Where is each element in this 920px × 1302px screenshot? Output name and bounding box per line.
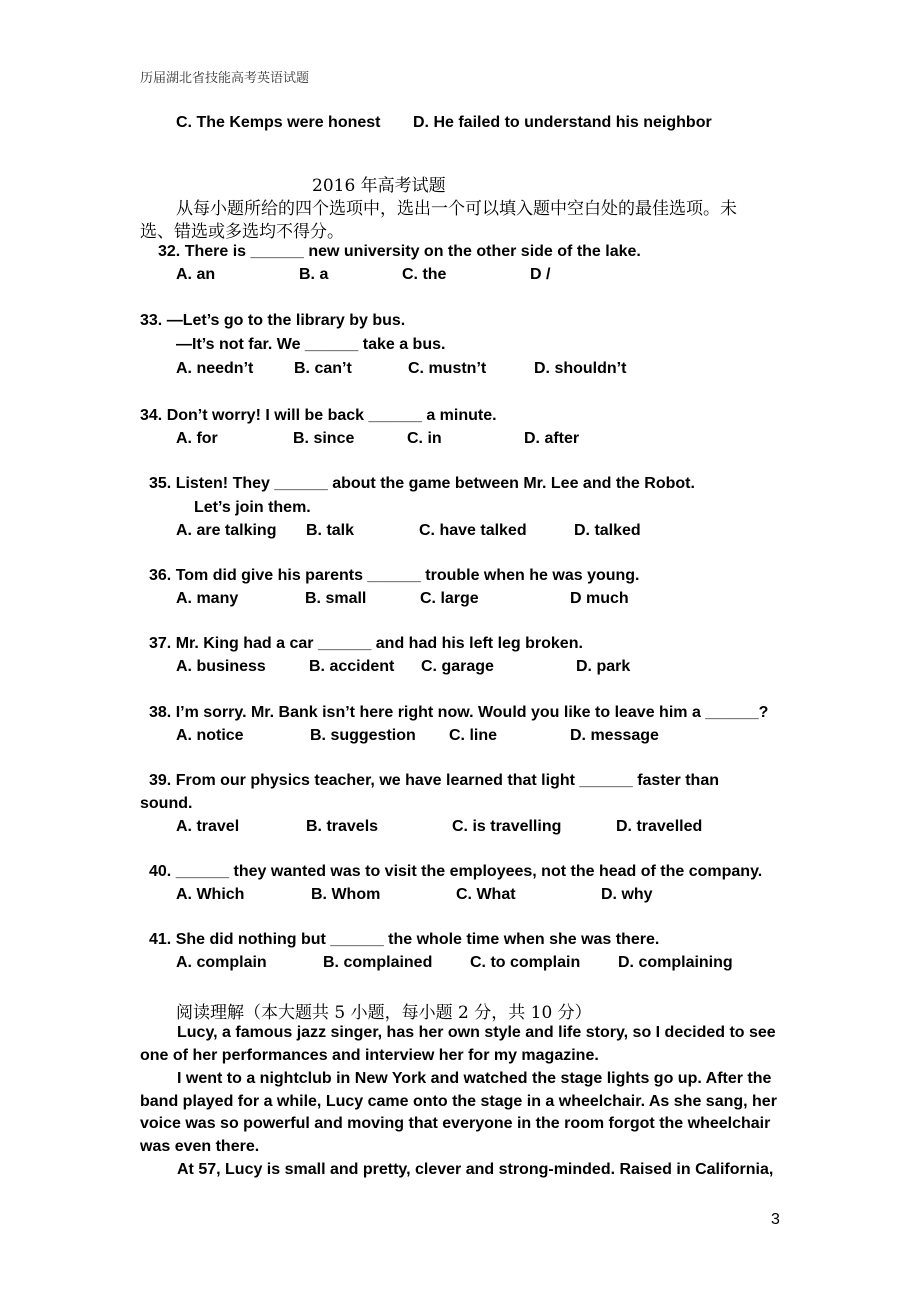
question-41-option-b: B. complained [323,954,433,971]
question-34-option-b: B. since [293,430,355,447]
question-33-option-b: B. can’t [294,360,352,377]
question-35-option-b: B. talk [306,522,355,539]
question-32-option-c: C. the [402,266,447,283]
question-33-option-a: A. needn’t [176,360,254,377]
question-35-option-c: C. have talked [419,522,527,539]
question-39-stem: 39. From our physics teacher, we have learned that light ______ faster than [149,772,719,789]
question-33-stem: 33. —Let’s go to the library by bus. [140,312,406,329]
question-40-option-c: C. What [456,886,516,903]
question-38-option-a: A. notice [176,727,244,744]
question-34-stem: 34. Don’t worry! I will be back ______ a minute. [140,407,497,424]
question-34-option-a: A. for [176,430,218,447]
question-40-stem: 40. ______ they wanted was to visit the employees, not the head of the company. [149,863,763,880]
question-33-stem-2: —It’s not far. We ______ take a bus. [176,336,446,353]
question-36-option-a: A. many [176,590,239,607]
question-38-option-d: D. message [570,727,659,744]
question-32-option-d: D / [530,266,551,283]
question-34-option-d: D. after [524,430,580,447]
question-36-option-b: B. small [305,590,367,607]
question-39-option-c: C. is travelling [452,818,562,835]
question-41-option-d: D. complaining [618,954,733,971]
page-number: 3 [771,1211,780,1228]
reading-paragraph-1: Lucy, a famous jazz singer, has her own style and life story, so I decided to see one of her performances and interview her for my magazine. [140,1024,776,1064]
question-39-option-b: B. travels [306,818,379,835]
reading-paragraph-2: I went to a nightclub in New York and watched the stage lights go up. After the band played for a while, Lucy came onto the stage in a wheelchair. As she sang, her voice was so powerful and moving that everyone in the room forgot the wheelchair was even there. [140,1070,777,1156]
question-39-option-d: D. travelled [616,818,703,835]
question-39-stem-2: sound. [140,795,193,812]
question-37-option-d: D. park [576,658,631,675]
question-40-option-b: B. Whom [311,886,381,903]
question-37-option-b: B. accident [309,658,395,675]
question-40-option-d: D. why [601,886,653,903]
question-35-option-a: A. are talking [176,522,277,539]
question-35-option-d: D. talked [574,522,641,539]
question-39-option-a: A. travel [176,818,240,835]
page-header: 历届湖北省技能高考英语试题 [140,71,310,86]
question-36-option-c: C. large [420,590,479,607]
question-36-option-d: D much [570,590,629,607]
question-33-option-d: D. shouldn’t [534,360,627,377]
question-37-stem: 37. Mr. King had a car ______ and had his left leg broken. [149,635,583,652]
question-38-option-c: C. line [449,727,498,744]
reading-paragraph-3: At 57, Lucy is small and pretty, clever and strong-minded. Raised in California, [177,1161,774,1178]
question-37-option-c: C. garage [421,658,494,675]
question-32-stem: 32. There is ______ new university on the other side of the lake. [158,243,641,260]
question-38-stem: 38. I’m sorry. Mr. Bank isn’t here right now. Would you like to leave him a ______? [149,704,769,721]
question-35-stem: 35. Listen! They ______ about the game between Mr. Lee and the Robot. [149,475,695,492]
question-32-option-b: B. a [299,266,329,283]
prev-option-d: D. He failed to understand his neighbor [413,114,712,131]
prev-option-c: C. The Kemps were honest [176,114,381,131]
question-40-option-a: A. Which [176,886,245,903]
question-41-stem: 41. She did nothing but ______ the whole time when she was there. [149,931,660,948]
section-title: 2016 年高考试题 [312,176,446,196]
instructions-line-2: 选、错选或多选均不得分。 [140,222,344,242]
question-41-option-a: A. complain [176,954,267,971]
reading-heading: 阅读理解（本大题共 5 小题，每小题 2 分，共 10 分） [176,1003,592,1023]
question-41-option-c: C. to complain [470,954,581,971]
question-32-option-a: A. an [176,266,216,283]
question-38-option-b: B. suggestion [310,727,416,744]
question-34-option-c: C. in [407,430,442,447]
question-36-stem: 36. Tom did give his parents ______ trouble when he was young. [149,567,640,584]
instructions-line-1: 从每小题所给的四个选项中，选出一个可以填入题中空白处的最佳选项。未 [176,199,737,219]
question-35-stem-2: Let’s join them. [194,499,311,516]
question-37-option-a: A. business [176,658,266,675]
question-33-option-c: C. mustn’t [408,360,487,377]
